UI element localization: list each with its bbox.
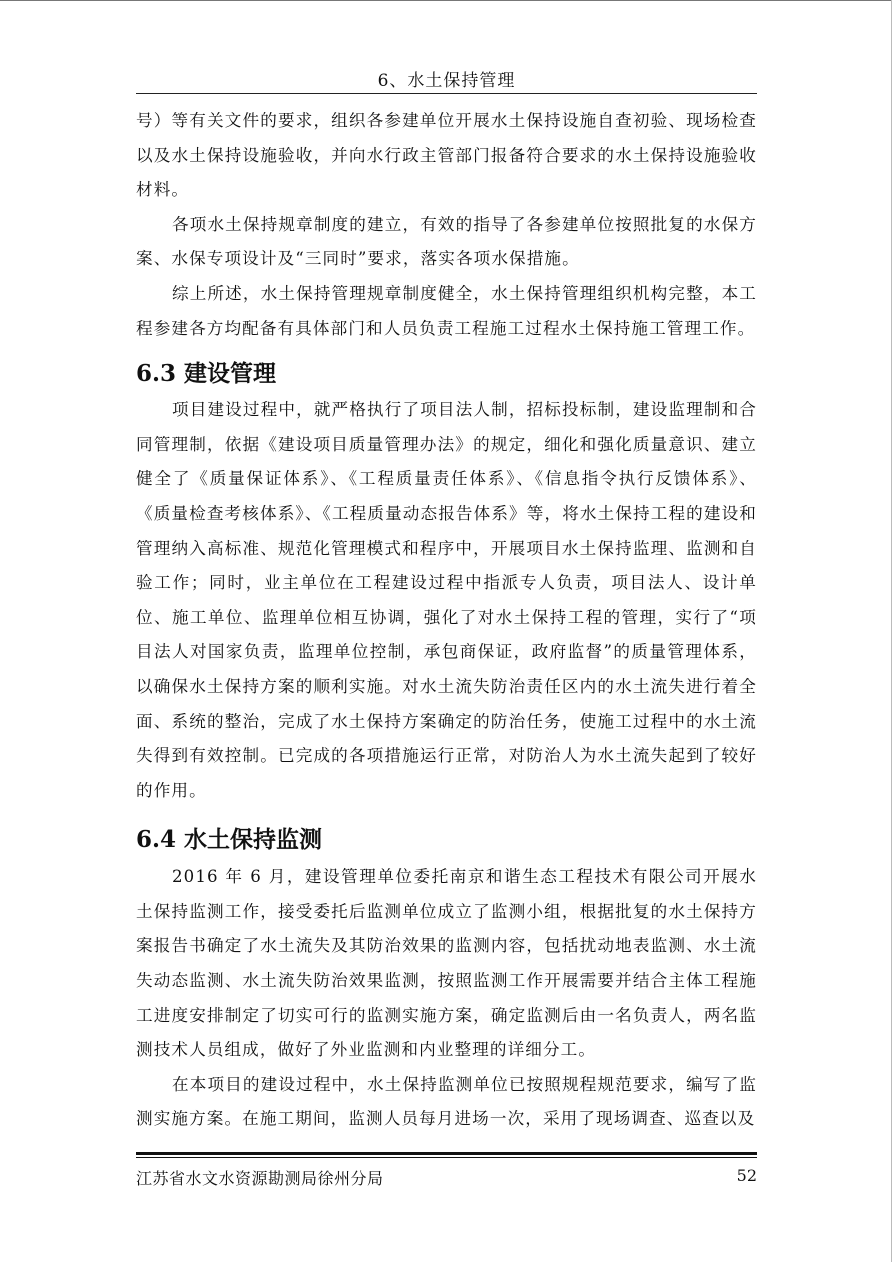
header-title: 6、水土保持管理: [377, 71, 516, 91]
section-heading-6-4: 6.4 水土保持监测: [136, 826, 323, 854]
header-rule: [136, 93, 757, 94]
paragraph-construction-management: 项目建设过程中，就严格执行了项目法人制，招标投标制，建设监理制和合同管理制，依据《建设项目质量管理办法》的规定，细化和强化质量意识、建立健全了《质量保证体系》、《工程质量责任体系》、《信息指令执行反馈体系》、《质量检查考核体系》、《工程质量动态报告体系》等，将水土保持工程的建设和管理纳入高标准、规范化管理模式和程序中，开展项目水土保持监理、监测和自验工作；同时，业主单位在工程建设过程中指派专人负责，项目法人、设计单位、施工单位、监理单位相互协调，强化了对水土保持工程的管理，实行了“项目法人对国家负责，监理单位控制，承包商保证，政府监督”的质量管理体系，以确保水土保持方案的顺利实施。对水土流失防治责任区内的水土流失进行着全面、系统的整治，完成了水土保持方案确定的防治任务，使施工过程中的水土流失得到有效控制。已完成的各项措施运行正常，对防治人为水土流失起到了较好的作用。: [136, 400, 757, 800]
paragraph-monitoring-2: 在本项目的建设过程中，水土保持监测单位已按照规程规范要求，编写了监测实施方案。在施工期间，监测人员每月进场一次，采用了现场调查、巡查以及: [136, 1074, 757, 1129]
section-heading-6-3: 6.3 建设管理: [136, 360, 277, 388]
page-header: [136, 62, 757, 94]
footer-organization: 江苏省水文水资源勘测局徐州分局: [136, 1169, 384, 1188]
footer-rule-thick: [136, 1152, 757, 1155]
page-number: 52: [736, 1166, 757, 1185]
page-top-border: [0, 0, 892, 1]
paragraph-continuation: 号）等有关文件的要求，组织各参建单位开展水土保持设施自查初验、现场检查以及水土保持设施验收，并向水行政主管部门报备符合要求的水土保持设施验收材料。: [136, 111, 757, 200]
page-footer: [136, 1152, 757, 1192]
paragraph-monitoring-1: 2016 年 6 月，建设管理单位委托南京和谐生态工程技术有限公司开展水土保持监测工作，接受委托后监测单位成立了监测小组，根据批复的水土保持方案报告书确定了水土流失及其防治效果的监测内容，包括扰动地表监测、水土流失动态监测、水土流失防治效果监测，按照监测工作开展需要并结合主体工程施工进度安排制定了切实可行的监测实施方案，确定监测后由一名负责人，两名监测技术人员组成，做好了外业监测和内业整理的详细分工。: [136, 867, 757, 1060]
paragraph-summary: 综上所述，水土保持管理规章制度健全，水土保持管理组织机构完整，本工程参建各方均配备有具体部门和人员负责工程施工过程水土保持施工管理工作。: [136, 283, 757, 338]
paragraph-regulations: 各项水土保持规章制度的建立，有效的指导了各参建单位按照批复的水保方案、水保专项设计及“三同时”要求，落实各项水保措施。: [136, 214, 757, 269]
page-content: [136, 104, 757, 1137]
footer-rule-thin: [136, 1157, 757, 1158]
